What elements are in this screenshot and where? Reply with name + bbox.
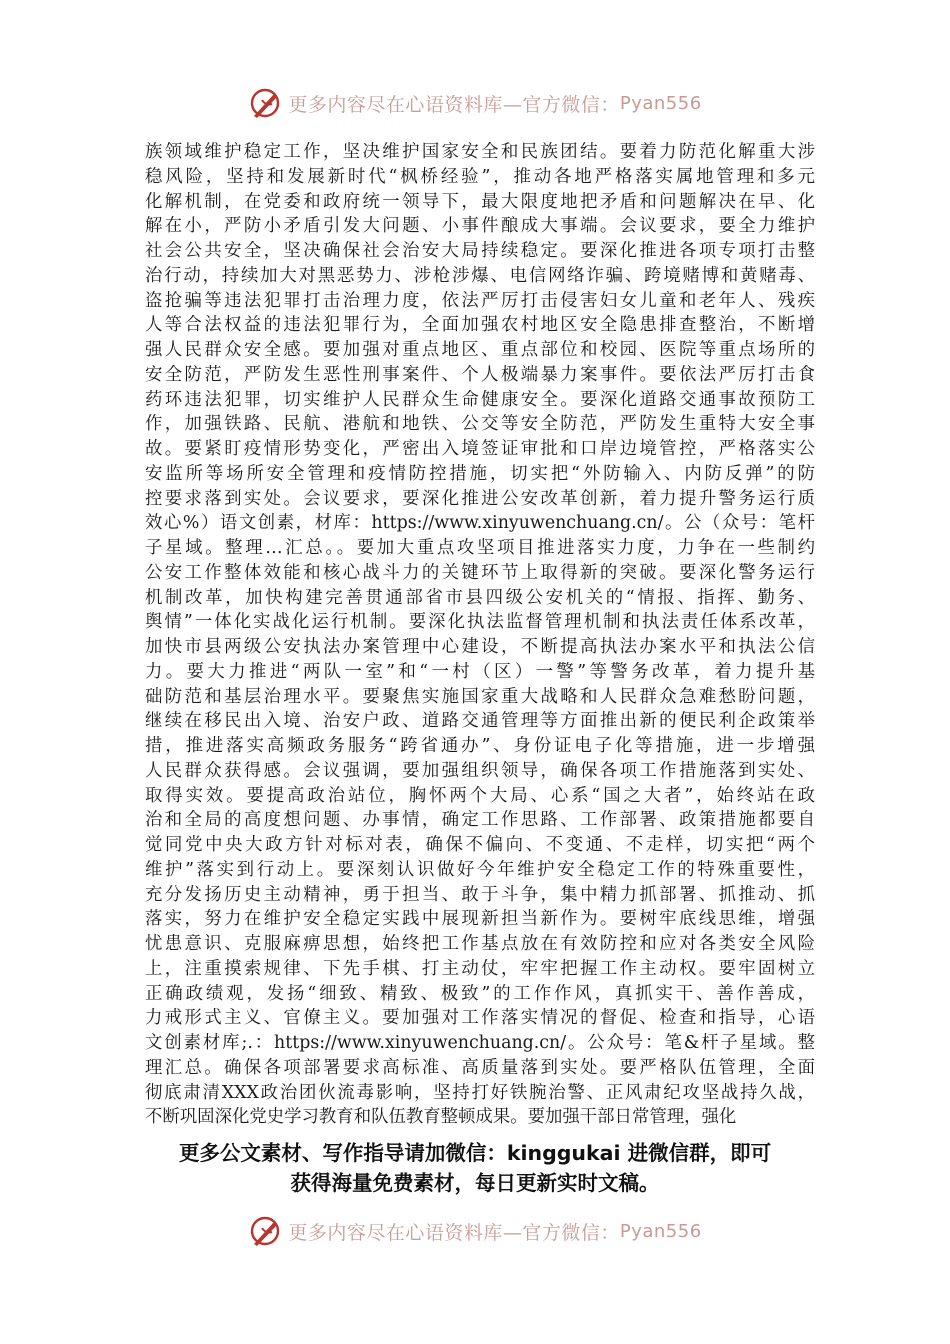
body-text-line: 作，加强铁路、民航、港航和地铁、公交等安全防范，严防发生重特大安全事 [145,414,815,435]
body-text-line: 子星域。整理…汇总。。要加大重点攻坚项目推进落实力度，力争在一些制约 [145,538,815,558]
body-text-line: 充分发扬历史主动精神，勇于担当、敢于斗争，集中精力抓部署、抓推动、抓 [145,884,815,905]
body-text-line: 强人民群众安全感。要加强对重点地区、重点部位和校园、医院等重点场所的 [145,340,815,360]
promo-notice [0,1138,950,1198]
banner-brand-text: 更多内容尽在心语资料库—官方微信： [288,1221,620,1244]
body-text-line: 效心%）语文创素，材库：https://www.xinyuwenchuang.cn/。公（众号：笔杆 [145,513,815,534]
body-text-line: 盗抢骗等违法犯罪打击治理力度，依法严厉打击侵害妇女儿童和老年人、残疾 [145,290,815,311]
body-text-line: 维护”落实到行动上。要深刻认识做好今年维护安全稳定工作的特殊重要性， [145,859,815,880]
body-text-line: 正确政绩观，发扬“细致、精致、极致”的工作作风，真抓实干、善作善成， [145,983,815,1004]
body-text-line: 公安工作整体效能和核心战斗力的关键环节上取得新的突破。要深化警务运行 [145,562,815,583]
header-banner [0,86,950,120]
body-text-line: 药环违法犯罪，切实维护人民群众生命健康安全。要深化道路交通事故预防工 [145,389,815,410]
body-text-line: 族领域维护稳定工作，坚决维护国家安全和民族团结。要着力防范化解重大涉 [145,142,815,162]
document-body [145,140,815,1130]
body-text-line: 加快市县两级公安执法办案管理中心建设，不断提高执法办案水平和执法公信 [145,637,815,657]
body-text-line: 忧患意识、克服麻痹思想，始终把工作基点放在有效防控和应对各类安全风险 [145,934,815,954]
body-text-line: 社会公共安全，坚决确保社会治安大局持续稳定。要深化推进各项专项打击整 [145,241,815,261]
body-text-line: 础防范和基层治理水平。要聚焦实施国家重大战略和人民群众急难愁盼问题， [145,686,815,707]
body-text-line: 解在小，严防小矛盾引发大问题、小事件酿成大事端。会议要求，要全力维护 [145,216,815,237]
banner-wechat-id: Pyan556 [619,1220,702,1242]
pen-logo-icon [248,86,282,120]
body-text-line: 觉同党中央大政方针对标对表，确保不偏向、不变通、不走样，切实把“两个 [145,835,815,855]
body-text-line: 取得实效。要提高政治站位，胸怀两个大局、心系“国之大者”，始终站在政 [145,785,815,806]
body-text-line: 控要求落到实处。会议要求，要深化推进公安改革创新，着力提升警务运行质 [145,488,815,509]
footer-banner [0,1214,950,1248]
body-text-line: 故。要紧盯疫情形势变化，严密出入境签证审批和口岸边境管控，严格落实公 [145,439,815,459]
body-text-line: 安监所等场所安全管理和疫情防控措施，切实把“外防输入、内防反弹”的防 [145,463,815,484]
body-text-line: 上，注重摸索规律、下先手棋、打主动仗，牢牢把握工作主动权。要牢固树立 [145,958,815,979]
body-text-line: 人等合法权益的违法犯罪行为，全面加强农村地区安全隐患排查整治，不断增 [145,315,815,336]
banner-brand-text: 更多内容尽在心语资料库—官方微信： [288,93,620,116]
body-text-line: 治和全局的高度想问题、办事情，确定工作思路、工作部署、政策措施都要自 [145,810,815,831]
body-text-line: 人民群众获得感。会议强调，要加强组织领导，确保各项工作措施落到实处、 [145,760,815,781]
body-text-line: 化解机制，在党委和政府统一领导下，最大限度地把矛盾和问题解决在早、化 [145,191,815,212]
body-text-line: 安全防范，严防发生恶性刑事案件、个人极端暴力案事件。要依法严厉打击食 [145,364,815,385]
body-text-line: 文创素材库;.：https://www.xinyuwenchuang.cn/。公众号：笔&杆子星域。整 [145,1033,815,1053]
body-text-line: 机制改革，加快构建完善贯通部省市县四级公安机关的“情报、指挥、勤务、 [145,587,815,608]
body-text-line: 稳风险，坚持和发展新时代“枫桥经验”，推动各地严格落实属地管理和多元 [145,166,815,187]
body-text-line: 措，推进落实高频政务服务“跨省通办”、身份证电子化等措施，进一步增强 [145,736,815,756]
banner-wechat-id: Pyan556 [619,92,702,114]
promo-notice-line-2: 获得海量免费素材，每日更新实时文稿。 [290,1171,660,1195]
body-text-line: 理汇总。确保各项部署要求高标准、高质量落到实处。要严格队伍管理，全面 [145,1057,815,1078]
body-text-line: 彻底肃清XXX政治团伙流毒影响，坚持打好铁腕治警、正风肃纪攻坚战持久战， [145,1082,815,1103]
promo-notice-line-1: 更多公文素材、写作指导请加微信：kinggukai 进微信群，即可 [178,1141,772,1165]
body-text-line: 落实，努力在维护安全稳定实践中展现新担当新作为。要树牢底线思维，增强 [145,909,815,930]
body-text-line: 治行动，持续加大对黑恶势力、涉枪涉爆、电信网络诈骗、跨境赌博和黄赌毒、 [145,265,815,286]
body-text-line: 力。要大力推进“两队一室”和“一村（区）一警”等警务改革，着力提升基 [145,661,815,682]
body-text-line: 不断巩固深化党史学习教育和队伍教育整顿成果。要加强干部日常管理，强化 [145,1107,737,1128]
pen-logo-icon [248,1214,282,1248]
body-text-line: 继续在移民出入境、治安户政、道路交通管理等方面推出新的便民利企政策举 [145,711,815,732]
body-text-line: 力戒形式主义、官僚主义。要加强对工作落实情况的督促、检查和指导，心语 [145,1008,815,1029]
body-text-line: 舆情”一体化实战化运行机制。要深化执法监督管理机制和执法责任体系改革， [145,612,815,633]
